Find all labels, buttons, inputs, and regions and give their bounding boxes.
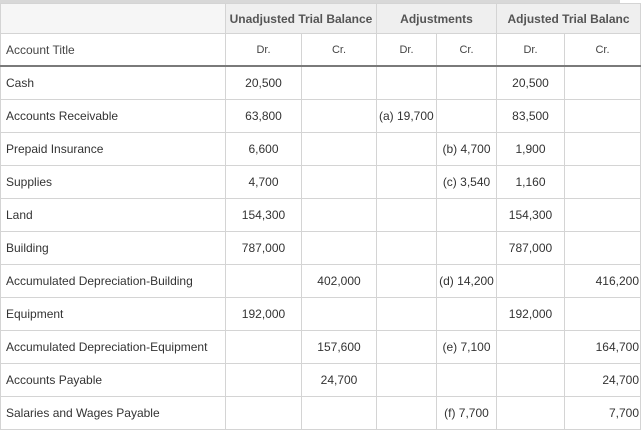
adj-cr-cell: (e) 7,100: [437, 331, 497, 364]
column-header-adj-cr: Cr.: [437, 34, 497, 67]
atb-cr-cell: 164,700: [565, 331, 641, 364]
table-row: [1, 265, 641, 298]
atb-cr-cell: 24,700: [565, 364, 641, 397]
atb-dr-cell: 1,900: [497, 133, 565, 166]
adj-cr-cell: [437, 232, 497, 265]
column-header-adj-dr: Dr.: [377, 34, 437, 67]
account-title-cell: Cash: [1, 66, 226, 100]
table-row: [1, 397, 641, 430]
atb-cr-cell: [565, 298, 641, 331]
table-row: [1, 232, 641, 265]
table-row: [1, 364, 641, 397]
utb-cr-cell: [302, 100, 377, 133]
atb-cr-cell: 7,700: [565, 397, 641, 430]
atb-dr-cell: 83,500: [497, 100, 565, 133]
adj-dr-cell: [377, 232, 437, 265]
atb-cr-cell: [565, 100, 641, 133]
utb-cr-cell: 157,600: [302, 331, 377, 364]
utb-dr-cell: 4,700: [226, 166, 302, 199]
adj-cr-cell: [437, 364, 497, 397]
atb-dr-cell: [497, 397, 565, 430]
adj-dr-cell: [377, 133, 437, 166]
atb-cr-cell: [565, 133, 641, 166]
account-title-cell: Accumulated Depreciation-Building: [1, 265, 226, 298]
utb-cr-cell: [302, 133, 377, 166]
utb-cr-cell: [302, 397, 377, 430]
atb-dr-cell: [497, 364, 565, 397]
account-title-cell: Equipment: [1, 298, 226, 331]
column-header-utb-dr: Dr.: [226, 34, 302, 67]
utb-dr-cell: [226, 364, 302, 397]
column-header-account-title: Account Title: [1, 34, 226, 67]
utb-cr-cell: [302, 232, 377, 265]
atb-cr-cell: [565, 66, 641, 100]
adj-dr-cell: [377, 66, 437, 100]
atb-cr-cell: 416,200: [565, 265, 641, 298]
adj-cr-cell: [437, 199, 497, 232]
atb-dr-cell: [497, 265, 565, 298]
atb-cr-cell: [565, 199, 641, 232]
column-header-atb-cr: Cr.: [565, 34, 641, 67]
atb-cr-cell: [565, 166, 641, 199]
adj-cr-cell: (d) 14,200: [437, 265, 497, 298]
atb-cr-cell: [565, 232, 641, 265]
utb-cr-cell: [302, 199, 377, 232]
adj-dr-cell: [377, 265, 437, 298]
utb-dr-cell: 192,000: [226, 298, 302, 331]
utb-cr-cell: [302, 298, 377, 331]
adj-cr-cell: (b) 4,700: [437, 133, 497, 166]
utb-dr-cell: 63,800: [226, 100, 302, 133]
account-title-cell: Land: [1, 199, 226, 232]
account-title-cell: Accounts Receivable: [1, 100, 226, 133]
trial-balance-worksheet: [0, 3, 641, 430]
table-row: [1, 298, 641, 331]
account-title-cell: Accumulated Depreciation-Equipment: [1, 331, 226, 364]
utb-dr-cell: [226, 331, 302, 364]
adj-cr-cell: (f) 7,700: [437, 397, 497, 430]
atb-dr-cell: 20,500: [497, 66, 565, 100]
utb-cr-cell: [302, 166, 377, 199]
utb-dr-cell: 20,500: [226, 66, 302, 100]
utb-cr-cell: 402,000: [302, 265, 377, 298]
adj-dr-cell: [377, 199, 437, 232]
atb-dr-cell: 192,000: [497, 298, 565, 331]
table-row: [1, 133, 641, 166]
adj-cr-cell: (c) 3,540: [437, 166, 497, 199]
utb-dr-cell: 6,600: [226, 133, 302, 166]
adj-dr-cell: [377, 298, 437, 331]
atb-dr-cell: [497, 331, 565, 364]
account-title-cell: Salaries and Wages Payable: [1, 397, 226, 430]
adj-cr-cell: [437, 100, 497, 133]
utb-dr-cell: 154,300: [226, 199, 302, 232]
atb-dr-cell: 787,000: [497, 232, 565, 265]
table-row: [1, 100, 641, 133]
adj-dr-cell: [377, 331, 437, 364]
table-row: [1, 199, 641, 232]
adj-cr-cell: [437, 66, 497, 100]
account-title-cell: Building: [1, 232, 226, 265]
utb-dr-cell: [226, 397, 302, 430]
column-header-atb-dr: Dr.: [497, 34, 565, 67]
adj-dr-cell: (a) 19,700: [377, 100, 437, 133]
table-row: [1, 166, 641, 199]
adj-dr-cell: [377, 166, 437, 199]
table-row: [1, 331, 641, 364]
utb-cr-cell: [302, 66, 377, 100]
column-header-row: [1, 34, 641, 67]
adj-cr-cell: [437, 298, 497, 331]
atb-dr-cell: 154,300: [497, 199, 565, 232]
adj-dr-cell: [377, 397, 437, 430]
column-header-utb-cr: Cr.: [302, 34, 377, 67]
group-header-blank: [1, 4, 226, 34]
adj-dr-cell: [377, 364, 437, 397]
account-title-cell: Prepaid Insurance: [1, 133, 226, 166]
utb-dr-cell: [226, 265, 302, 298]
group-header-adjustments: Adjustments: [377, 4, 497, 34]
table-row: [1, 66, 641, 100]
utb-dr-cell: 787,000: [226, 232, 302, 265]
account-title-cell: Accounts Payable: [1, 364, 226, 397]
group-header-adjusted: Adjusted Trial Balanc: [497, 4, 641, 34]
utb-cr-cell: 24,700: [302, 364, 377, 397]
group-header-row: [1, 4, 641, 34]
account-title-cell: Supplies: [1, 166, 226, 199]
group-header-unadjusted: Unadjusted Trial Balance: [226, 4, 377, 34]
atb-dr-cell: 1,160: [497, 166, 565, 199]
